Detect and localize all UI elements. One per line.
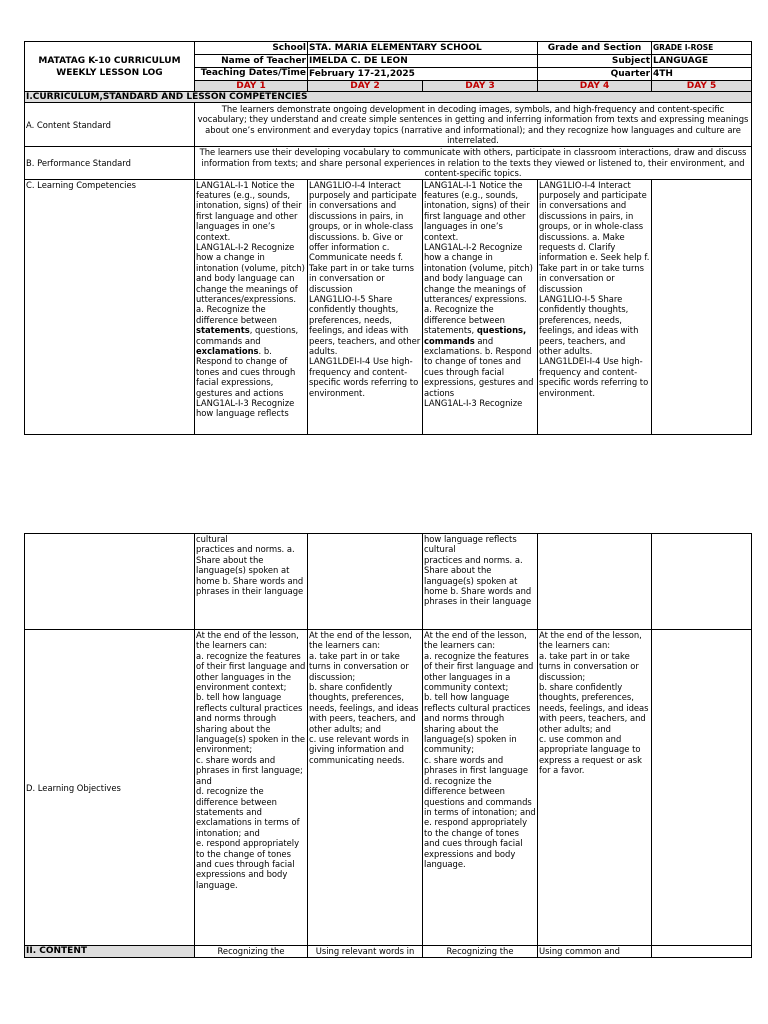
subject-label: Subject (538, 55, 652, 68)
competencies-cont-day-2 (308, 534, 423, 630)
school-value: STA. MARIA ELEMENTARY SCHOOL (308, 42, 538, 55)
day-5-heading: DAY 5 (652, 81, 752, 92)
objectives-day-5 (652, 630, 752, 946)
objectives-day-1: At the end of the lesson, the learners can: a. recognize the features of their first language and other languages in the environment context; b. tell how language reflects cultural practices and norms through sharing about the language(s) spoken in the environment; c. share words and phrases in first language; and d. recognize the difference between statements and exclamations in terms of intonation; and e. respond appropriately to the change of tones and cues through facial expressions and body language. (195, 630, 308, 946)
content-label: II. CONTENT (25, 946, 195, 958)
content-day-3: Recognizing the (423, 946, 538, 958)
log-title: MATATAG K-10 CURRICULUM WEEKLY LESSON LOG (25, 42, 195, 92)
lesson-log-table (24, 41, 752, 435)
competencies-day-1: LANG1AL-I-1 Notice the features (e.g., sounds, intonation, signs) of their first language and other languages in one’s context. LANG1AL-I-2 Recognize how a change in intonation (volume, pitch) and body language can change the meanings of utterances/expressions. a. Recognize the difference between statements, questions, commands and exclamations. b. Respond to change of tones and cues through facial expressions, gestures and actions LANG1AL-I-3 Recognize how language reflects (195, 179, 308, 434)
dates-value: February 17-21,2025 (308, 68, 538, 81)
day-1-heading: DAY 1 (195, 81, 308, 92)
performance-standard-text: The learners use their developing vocabulary to communicate with others, participate in classroom interactions, draw and discuss information from texts; and share personal experiences in relation to the texts they viewed or listened to, their environment, and content-specific topics. (195, 147, 752, 180)
lesson-log-table-continued (24, 533, 752, 958)
grade-label: Grade and Section (538, 42, 652, 55)
competencies-cont-day-5 (652, 534, 752, 630)
objectives-label: D. Learning Objectives (25, 630, 195, 946)
subject-value: LANGUAGE (652, 55, 752, 68)
competencies-label: C. Learning Competencies (25, 179, 195, 434)
competencies-day-2: LANG1LIO-I-4 Interact purposely and participate in conversations and discussions in pairs, in groups, or in whole-class discussions. b. Give or offer information c. Communicate needs f. Take part in or take turns in conversation or discussion LANG1LIO-I-5 Share confidently thoughts, preferences, needs, feelings, and ideas with peers, teachers, and other adults. LANG1LDEI-I-4 Use high-frequency and content-specific words referring to environment. (308, 179, 423, 434)
quarter-label: Quarter (538, 68, 652, 81)
dates-label: Teaching Dates/Time (195, 68, 308, 81)
competencies-day-5 (652, 179, 752, 434)
content-day-1: Recognizing the (195, 946, 308, 958)
content-standard-label: A. Content Standard (25, 103, 195, 147)
competencies-cont-day-1: cultural practices and norms. a. Share about the language(s) spoken at home b. Share words and phrases in their language (195, 534, 308, 630)
competencies-day-4: LANG1LIO-I-4 Interact purposely and participate in conversations and discussions in pairs, in groups, or in whole-class discussions. a. Make requests d. Clarify information e. Seek help f. Take part in or take turns in conversation or discussion LANG1LIO-I-5 Share confidently thoughts, preferences, needs, feelings, and ideas with peers, teachers, and other adults. LANG1LDEI-I-4 Use high-frequency and content-specific words referring to environment. (538, 179, 652, 434)
competencies-cont-day-4 (538, 534, 652, 630)
objectives-day-4: At the end of the lesson, the learners can: a. take part in or take turns in conversation or discussion; b. share confidently thoughts, preferences, needs, feelings, and ideas with peers, teachers, and other adults; and c. use common and appropriate language to express a request or ask for a favor. (538, 630, 652, 946)
content-day-4: Using common and (538, 946, 652, 958)
competencies-cont-day-3: how language reflects cultural practices and norms. a. Share about the language(s) spoken at home b. Share words and phrases in their language (423, 534, 538, 630)
section-1-heading: I.CURRICULUM,STANDARD AND LESSON COMPETENCIES (25, 92, 752, 103)
performance-standard-label: B. Performance Standard (25, 147, 195, 180)
grade-value: GRADE I-ROSE (652, 42, 752, 55)
teacher-label: Name of Teacher (195, 55, 308, 68)
competencies-cont-label (25, 534, 195, 630)
objectives-day-3: At the end of the lesson, the learners can: a. recognize the features of their first language and other languages in a community context; b. tell how language reflects cultural practices and norms through sharing about the language(s) spoken in community; c. share words and phrases in first language d. recognize the difference between questions and commands in terms of intonation; and e. respond appropriately to the change of tones and cues through facial expressions and body language. (423, 630, 538, 946)
school-label: School (195, 42, 308, 55)
content-day-2: Using relevant words in (308, 946, 423, 958)
lesson-log-page-1 (24, 41, 751, 435)
day-4-heading: DAY 4 (538, 81, 652, 92)
day-3-heading: DAY 3 (423, 81, 538, 92)
quarter-value: 4TH (652, 68, 752, 81)
competencies-day-3: LANG1AL-I-1 Notice the features (e.g., sounds, intonation, signs) of their first language and other languages in one’s context. LANG1AL-I-2 Recognize how a change in intonation (volume, pitch) and body language can change the meanings of utterances/ expressions. a. Recognize the difference between statements, questions, commands and exclamations. b. Respond to change of tones and cues through facial expressions, gestures and actions LANG1AL-I-3 Recognize (423, 179, 538, 434)
content-day-5 (652, 946, 752, 958)
day-2-heading: DAY 2 (308, 81, 423, 92)
teacher-value: IMELDA C. DE LEON (308, 55, 538, 68)
objectives-day-2: At the end of the lesson, the learners can: a. take part in or take turns in conversation or discussion; b. share confidently thoughts, preferences, needs, feelings, and ideas with peers, teachers, and other adults; and c. use relevant words in giving information and communicating needs. (308, 630, 423, 946)
content-standard-text: The learners demonstrate ongoing development in decoding images, symbols, and high-frequency and content-specific vocabulary; they understand and create simple sentences in getting and inferring information from texts and expressing meanings about one’s environment and everyday topics (narrative and informational); and they recognize how languages and culture are interrelated. (195, 103, 752, 147)
lesson-log-page-2 (24, 533, 751, 958)
